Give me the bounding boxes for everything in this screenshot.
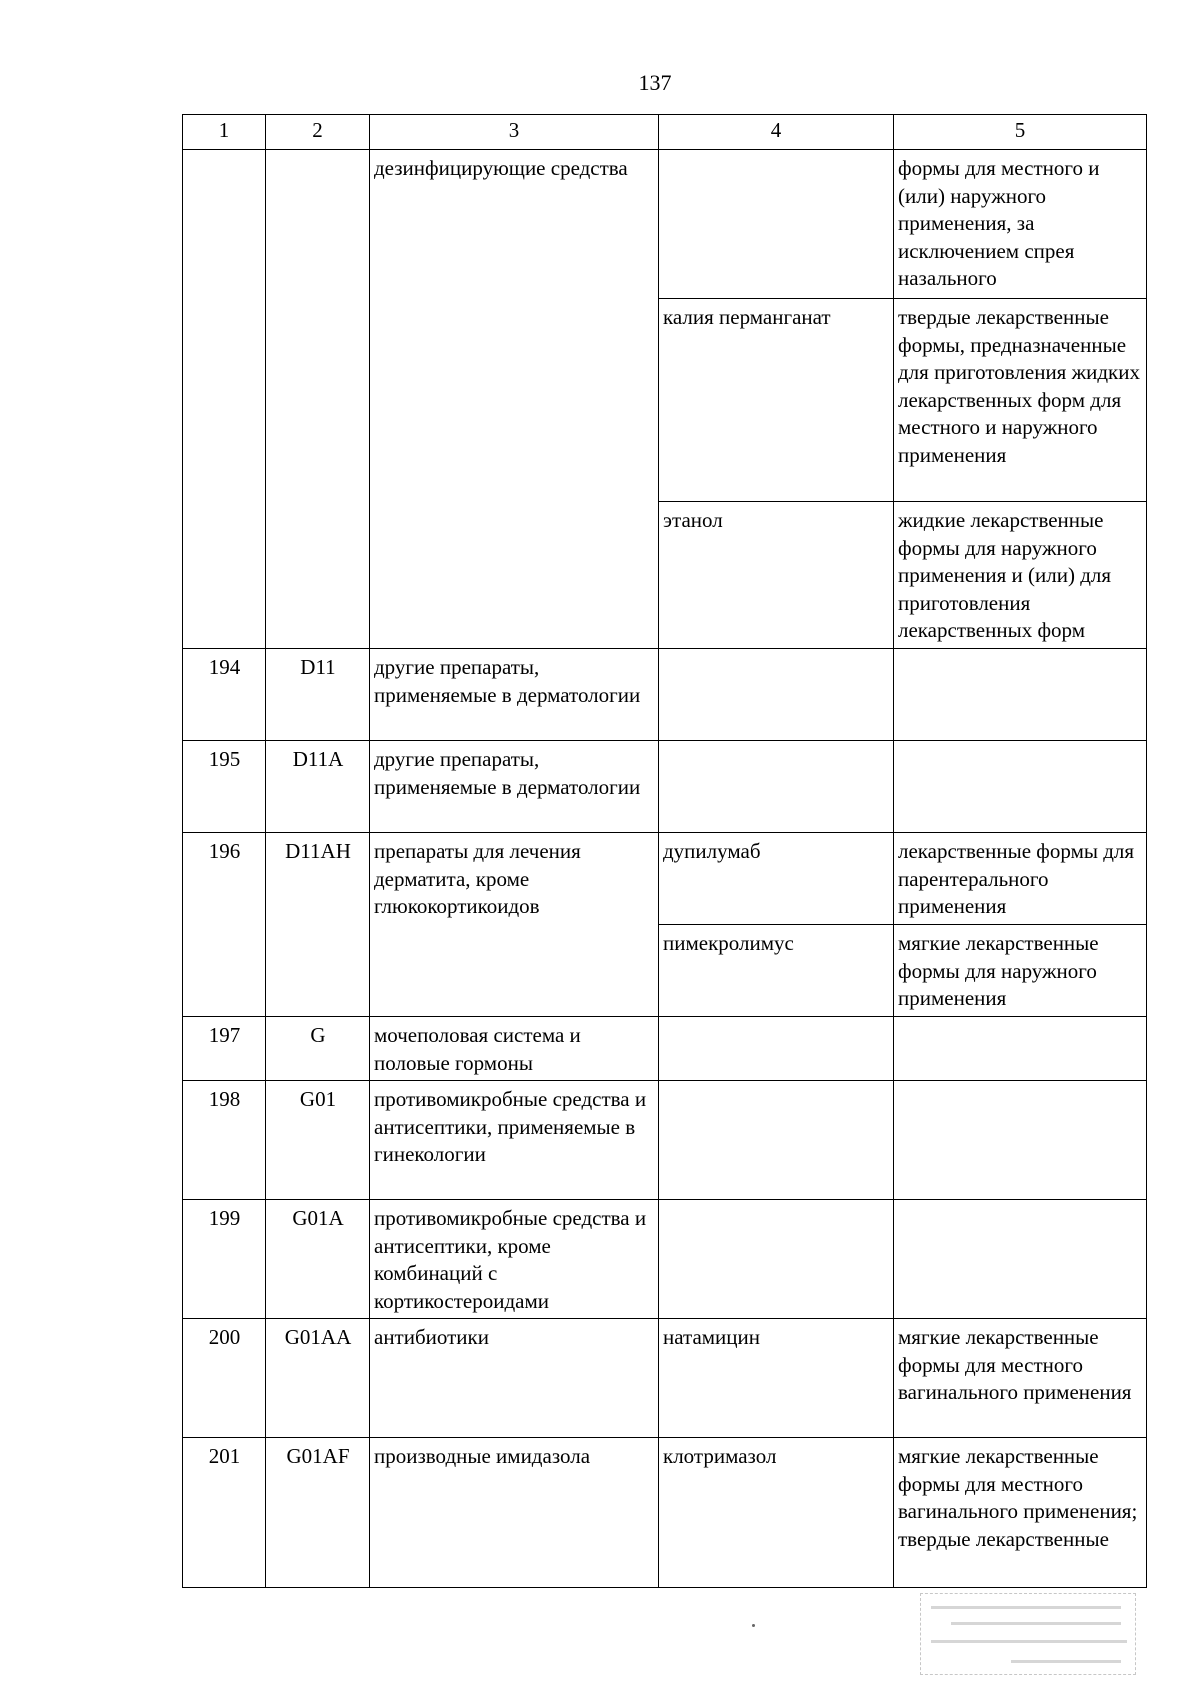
drug-name: пимекролимус <box>659 925 894 1017</box>
atc-code: D11A <box>266 741 370 833</box>
column-header: 5 <box>894 115 1147 150</box>
dosage-form: лекарственные формы для парентерального применения <box>894 833 1147 925</box>
drug-name <box>659 1017 894 1081</box>
atc-code: G01AF <box>266 1438 370 1588</box>
group-name: дезинфицирующие средства <box>370 150 659 649</box>
drug-name <box>659 1081 894 1200</box>
dosage-form: твердые лекарственные формы, предназначенные для приготовления жидких лекарственных форм для местного и наружного применения <box>894 299 1147 502</box>
table-row <box>183 1200 1147 1319</box>
table-row <box>183 150 1147 299</box>
atc-code: G01AA <box>266 1319 370 1438</box>
row-number: 195 <box>183 741 266 833</box>
group-name: производные имидазола <box>370 1438 659 1588</box>
drug-name <box>659 150 894 299</box>
group-name: препараты для лечения дерматита, кроме глюкокортикоидов <box>370 833 659 1017</box>
dosage-form <box>894 1081 1147 1200</box>
row-number: 196 <box>183 833 266 1017</box>
dosage-form: жидкие лекарственные формы для наружного применения и (или) для приготовления лекарственных форм <box>894 502 1147 649</box>
dosage-form <box>894 649 1147 741</box>
row-number: 194 <box>183 649 266 741</box>
column-header: 3 <box>370 115 659 150</box>
group-name: другие препараты, применяемые в дерматологии <box>370 741 659 833</box>
column-header: 4 <box>659 115 894 150</box>
row-number: 198 <box>183 1081 266 1200</box>
group-name: мочеполовая система и половые гормоны <box>370 1017 659 1081</box>
atc-code: D11 <box>266 649 370 741</box>
group-name: противомикробные средства и антисептики, применяемые в гинекологии <box>370 1081 659 1200</box>
atc-code: G01 <box>266 1081 370 1200</box>
faded-stamp <box>920 1593 1136 1675</box>
row-number: 201 <box>183 1438 266 1588</box>
drug-name: калия перманганат <box>659 299 894 502</box>
table-row <box>183 1319 1147 1438</box>
drug-name: клотримазол <box>659 1438 894 1588</box>
atc-code: G01A <box>266 1200 370 1319</box>
dosage-form <box>894 1017 1147 1081</box>
table-row <box>183 833 1147 925</box>
atc-code: G <box>266 1017 370 1081</box>
drug-name <box>659 649 894 741</box>
atc-code: D11AH <box>266 833 370 1017</box>
scan-speck <box>752 1624 755 1627</box>
group-name: другие препараты, применяемые в дерматологии <box>370 649 659 741</box>
table-header-row <box>183 115 1147 150</box>
medicines-table <box>182 114 1147 1588</box>
row-number: 197 <box>183 1017 266 1081</box>
group-name: противомикробные средства и антисептики, кроме комбинаций с кортикостероидами <box>370 1200 659 1319</box>
table-row <box>183 1081 1147 1200</box>
drug-name: натамицин <box>659 1319 894 1438</box>
row-number: 199 <box>183 1200 266 1319</box>
atc-code <box>266 150 370 649</box>
dosage-form: формы для местного и (или) наружного применения, за исключением спрея назального <box>894 150 1147 299</box>
table-row <box>183 649 1147 741</box>
table-row <box>183 1017 1147 1081</box>
drug-name <box>659 741 894 833</box>
table-row <box>183 741 1147 833</box>
dosage-form <box>894 741 1147 833</box>
column-header: 1 <box>183 115 266 150</box>
dosage-form: мягкие лекарственные формы для наружного применения <box>894 925 1147 1017</box>
drug-name: дупилумаб <box>659 833 894 925</box>
dosage-form <box>894 1200 1147 1319</box>
group-name: антибиотики <box>370 1319 659 1438</box>
dosage-form: мягкие лекарственные формы для местного вагинального применения <box>894 1319 1147 1438</box>
dosage-form: мягкие лекарственные формы для местного вагинального применения; твердые лекарственные <box>894 1438 1147 1588</box>
page-number: 137 <box>638 70 672 95</box>
row-number: 200 <box>183 1319 266 1438</box>
column-header: 2 <box>266 115 370 150</box>
row-number <box>183 150 266 649</box>
table-row <box>183 1438 1147 1588</box>
drug-name: этанол <box>659 502 894 649</box>
drug-name <box>659 1200 894 1319</box>
